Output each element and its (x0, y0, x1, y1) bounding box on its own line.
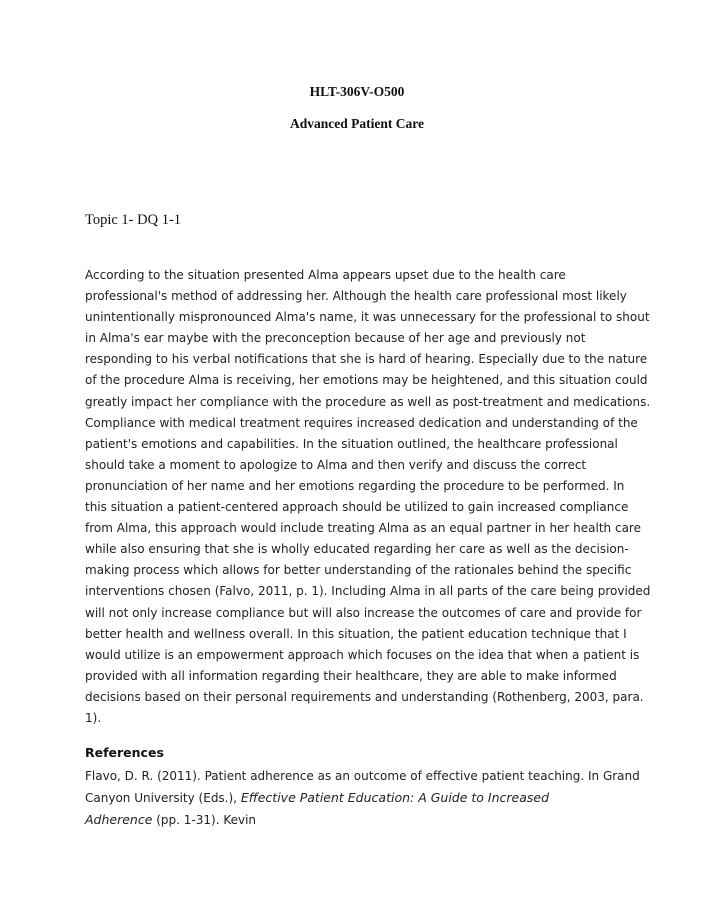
paragraph-line: provided with all information regarding their healthcare, they are able to make informed (85, 668, 617, 683)
references-heading: References (85, 745, 164, 760)
paragraph-line: will not only increase compliance but will also increase the outcomes of care and provide for (85, 605, 642, 620)
paragraph-line: interventions chosen (Falvo, 2011, p. 1). Including Alma in all parts of the care being provided (85, 584, 651, 599)
reference-line: Flavo, D. R. (2011). Patient adherence as an outcome of effective patient teaching. In Grand (85, 769, 640, 783)
paragraph-line: According to the situation presented Alma appears upset due to the health care (85, 268, 566, 282)
paragraph-line: professional's method of addressing her. Although the health care professional most likely (85, 289, 627, 304)
reference-entry (85, 766, 641, 831)
paragraph-line: pronunciation of her name and her emotions regarding the procedure to be performed. In (85, 478, 625, 493)
topic-heading: Topic 1- DQ 1-1 (85, 212, 182, 228)
paragraph-line: making process which allows for better understanding of the rationales behind the specific (85, 563, 632, 578)
paragraph-line: greatly impact her compliance with the procedure as well as post-treatment and medications. (85, 394, 651, 409)
paragraph-line: decisions based on their personal requirements and understanding (Rothenberg, 2003, para. (85, 689, 644, 704)
paragraph-line: this situation a patient-centered approach should be utilized to gain increased compliance (85, 500, 629, 515)
paragraph-line: 1). (85, 710, 102, 725)
reference-line (85, 809, 641, 831)
paragraph-line: responding to his verbal notifications that she is hard of hearing. Especially due to the nature (85, 352, 648, 367)
paragraph-line: better health and wellness overall. In this situation, the patient education technique that I (85, 626, 627, 641)
paragraph-line: unintentionally mispronounced Alma's name, it was unnecessary for the professional to shout (85, 310, 650, 325)
paragraph-line: while also ensuring that she is wholly educated regarding her care as well as the decision- (85, 542, 629, 557)
paragraph-line: in Alma's ear maybe with the preconception because of her age and previously not (85, 331, 586, 346)
paragraph-line: Compliance with medical treatment requires increased dedication and understanding of the (85, 415, 638, 430)
reference-book-title-cont: Adherence (85, 812, 153, 828)
reference-line (85, 787, 641, 809)
discussion-paragraph (85, 265, 651, 729)
paragraph-line: from Alma, this approach would include treating Alma as an equal partner in her health care (85, 521, 641, 536)
paragraph-line: patient's emotions and capabilities. In the situation outlined, the healthcare professional (85, 436, 618, 451)
reference-text: Canyon University (Eds.), (85, 791, 241, 806)
course-title: Advanced Patient Care (290, 116, 424, 131)
course-code: HLT-306V-O500 (309, 84, 405, 99)
reference-text: (pp. 1-31). Kevin (152, 813, 257, 828)
reference-book-title: Effective Patient Education: A Guide to Increased (240, 790, 550, 806)
paragraph-line: should take a moment to apologize to Alma and then verify and discuss the correct (85, 457, 587, 472)
paragraph-line: of the procedure Alma is receiving, her emotions may be heightened, and this situation could (85, 373, 648, 388)
paragraph-line: would utilize is an empowerment approach which focuses on the idea that when a patient is (85, 647, 640, 662)
